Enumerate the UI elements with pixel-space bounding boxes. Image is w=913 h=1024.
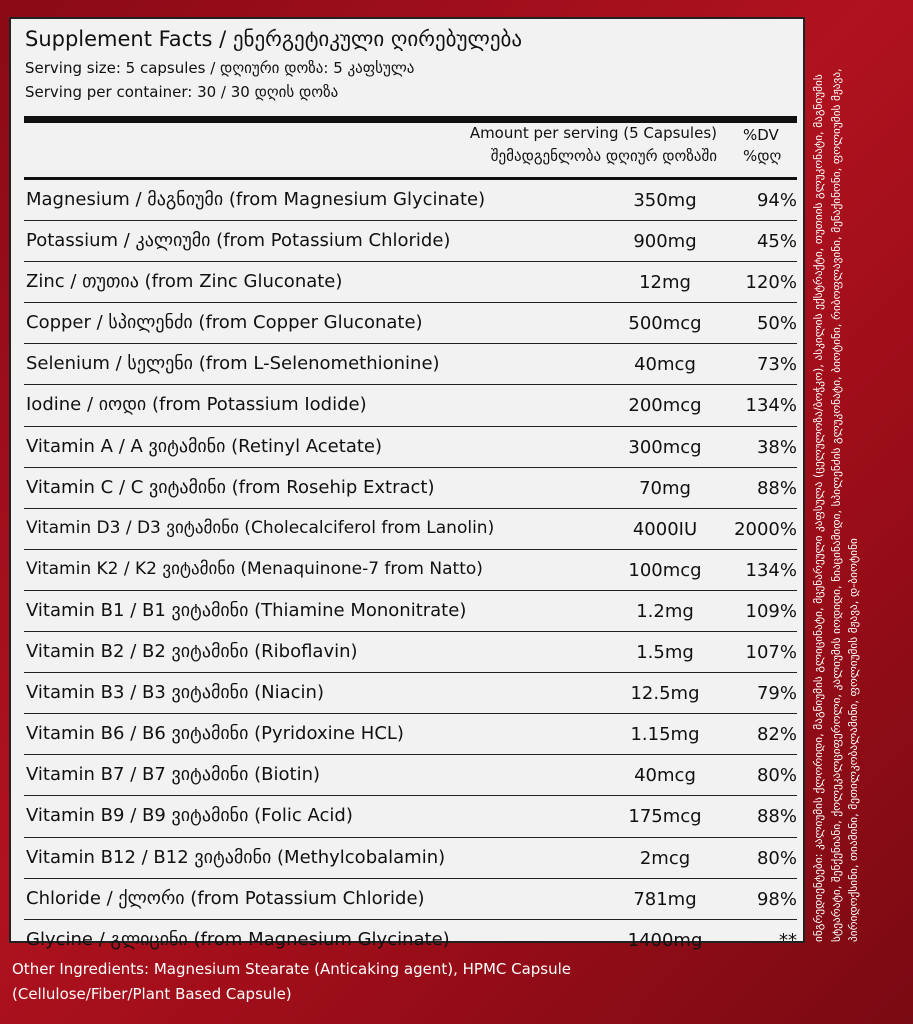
nutrient-name: Vitamin C / C ვიტამინი (from Rosehip Extract): [26, 476, 435, 498]
nutrient-dv: 98%: [756, 888, 797, 910]
nutrient-dv: **: [779, 929, 797, 951]
nutrient-dv: 82%: [756, 724, 797, 746]
table-row: [24, 509, 797, 550]
nutrient-name: Selenium / სელენი (from L-Selenomethionine): [26, 353, 440, 375]
nutrient-table: [24, 180, 797, 960]
table-row: [24, 344, 797, 385]
nutrient-name: Vitamin B1 / B1 ვიტამინი (Thiamine Mononitrate): [26, 599, 467, 621]
nutrient-name: Vitamin A / A ვიტამინი (Retinyl Acetate): [26, 435, 383, 457]
thick-divider: [24, 116, 797, 123]
dv-header-ka: %დღ: [743, 147, 782, 165]
nutrient-dv: 45%: [756, 231, 797, 253]
nutrient-amount: 1.15mg: [630, 724, 700, 746]
nutrient-dv: 134%: [745, 559, 797, 581]
table-row: [24, 221, 797, 262]
nutrient-amount: 2mcg: [639, 847, 691, 869]
table-row: [24, 714, 797, 755]
nutrient-amount: 300mcg: [628, 436, 702, 458]
nutrient-amount: 100mcg: [628, 559, 702, 581]
side-ingredients-panel: [810, 20, 908, 942]
table-row: [24, 591, 797, 632]
nutrient-dv: 109%: [745, 600, 797, 622]
nutrient-dv: 50%: [756, 313, 797, 335]
table-row: [24, 427, 797, 468]
nutrient-dv: 73%: [756, 354, 797, 376]
amount-header-ka: შემადგენლობა დღიურ დოზაში: [490, 147, 717, 165]
nutrient-dv: 107%: [745, 642, 797, 664]
table-row: [24, 303, 797, 344]
table-row: [24, 796, 797, 837]
nutrient-amount: 175mcg: [628, 806, 702, 828]
table-row: [24, 632, 797, 673]
nutrient-name: Vitamin D3 / D3 ვიტამინი (Cholecalciferol from Lanolin): [26, 517, 495, 538]
nutrient-dv: 120%: [745, 272, 797, 294]
facts-title: Supplement Facts / ენერგეტიკული ღირებულება: [25, 27, 523, 51]
nutrient-amount: 40mcg: [634, 354, 696, 376]
nutrient-amount: 500mcg: [628, 313, 702, 335]
nutrient-amount: 12mg: [639, 272, 691, 294]
side-ingredients-text: ინგრედიენტები: კალიუმის ქლორიდი, მაგნიუმის გლიცინატი, მცენარეული კაფსულა (ცელულოზა/ბოჭკო), ასკილის ექსტრაქტი, თუთიის გლუკონატი, მაგნიუმის სტეარატი, შენქენიანი, ქოლეკალციფეროლი, კალიუმის იოდიდი, ნიაცინამიდი, სპილენძის გლუკონატი, ბიოტინი, რიბოფლავინი, მენაქინონი, ფოლიუმის მჟავა, პირიდოქსინი, თიამინი, მეთილკობალამინი, ფოლიუმის მჟავა, დ-ბიოტინი: [812, 68, 860, 942]
nutrient-dv: 80%: [756, 765, 797, 787]
table-row: [24, 879, 797, 920]
table-row: [24, 180, 797, 221]
nutrient-name: Vitamin K2 / K2 ვიტამინი (Menaquinone-7 from Natto): [26, 558, 483, 579]
table-row: [24, 673, 797, 714]
nutrient-name: Vitamin B12 / B12 ვიტამინი (Methylcobalamin): [26, 846, 446, 868]
nutrient-name: Iodine / იოდი (from Potassium Iodide): [26, 394, 367, 416]
nutrient-amount: 1.2mg: [636, 600, 694, 622]
supplement-facts-panel: [9, 17, 805, 951]
nutrient-name: Vitamin B7 / B7 ვიტამინი (Biotin): [26, 764, 321, 786]
nutrient-amount: 12.5mg: [630, 683, 700, 705]
nutrient-dv: 80%: [756, 847, 797, 869]
nutrient-dv: 88%: [756, 477, 797, 499]
nutrient-amount: 1.5mg: [636, 642, 694, 664]
nutrient-name: Magnesium / მაგნიუმი (from Magnesium Glycinate): [26, 189, 486, 210]
nutrient-name: Vitamin B9 / B9 ვიტამინი (Folic Acid): [26, 805, 353, 827]
nutrient-dv: 2000%: [734, 518, 797, 540]
nutrient-name: Potassium / კალიუმი (from Potassium Chloride): [26, 230, 451, 252]
nutrient-amount: 1400mg: [627, 929, 703, 951]
nutrient-dv: 79%: [756, 683, 797, 705]
table-row: [24, 920, 797, 960]
nutrient-name: Glycine / გლიცინი (from Magnesium Glycinate): [26, 928, 450, 950]
nutrient-dv: 134%: [745, 395, 797, 417]
table-row: [24, 755, 797, 796]
nutrient-name: Vitamin B2 / B2 ვიტამინი (Riboflavin): [26, 641, 358, 663]
nutrient-dv: 38%: [756, 436, 797, 458]
nutrient-amount: 781mg: [633, 888, 697, 910]
dv-header-en: %DV: [743, 126, 779, 144]
servings-per-container: Serving per container: 30 / 30 დღის დოზა: [25, 83, 339, 101]
nutrient-name: Zinc / თუთია (from Zinc Gluconate): [26, 271, 343, 293]
table-row: [24, 468, 797, 509]
nutrient-name: Vitamin B3 / B3 ვიტამინი (Niacin): [26, 682, 324, 704]
serving-size: Serving size: 5 capsules / დღიური დოზა: 5 კაფსულა: [25, 59, 415, 77]
nutrient-amount: 4000IU: [632, 518, 698, 540]
nutrient-dv: 88%: [756, 806, 797, 828]
table-row: [24, 838, 797, 879]
table-row: [24, 550, 797, 591]
nutrient-amount: 70mg: [639, 477, 691, 499]
nutrient-amount: 350mg: [633, 190, 697, 211]
nutrient-amount: 900mg: [633, 231, 697, 253]
nutrient-amount: 40mcg: [634, 765, 696, 787]
nutrient-amount: 200mcg: [628, 395, 702, 417]
amount-header-en: Amount per serving (5 Capsules): [469, 124, 717, 142]
other-ingredients: Other Ingredients: Magnesium Stearate (Anticaking agent), HPMC Capsule (Cellulose/Fiber/Plant Based Capsule): [12, 960, 572, 1003]
nutrient-dv: 94%: [756, 190, 797, 211]
table-row: [24, 385, 797, 426]
nutrient-name: Vitamin B6 / B6 ვიტამინი (Pyridoxine HCL): [26, 723, 404, 745]
nutrient-name: Chloride / ქლორი (from Potassium Chloride): [26, 887, 425, 909]
table-row: [24, 262, 797, 303]
nutrient-name: Copper / სპილენძი (from Copper Gluconate): [26, 312, 423, 334]
